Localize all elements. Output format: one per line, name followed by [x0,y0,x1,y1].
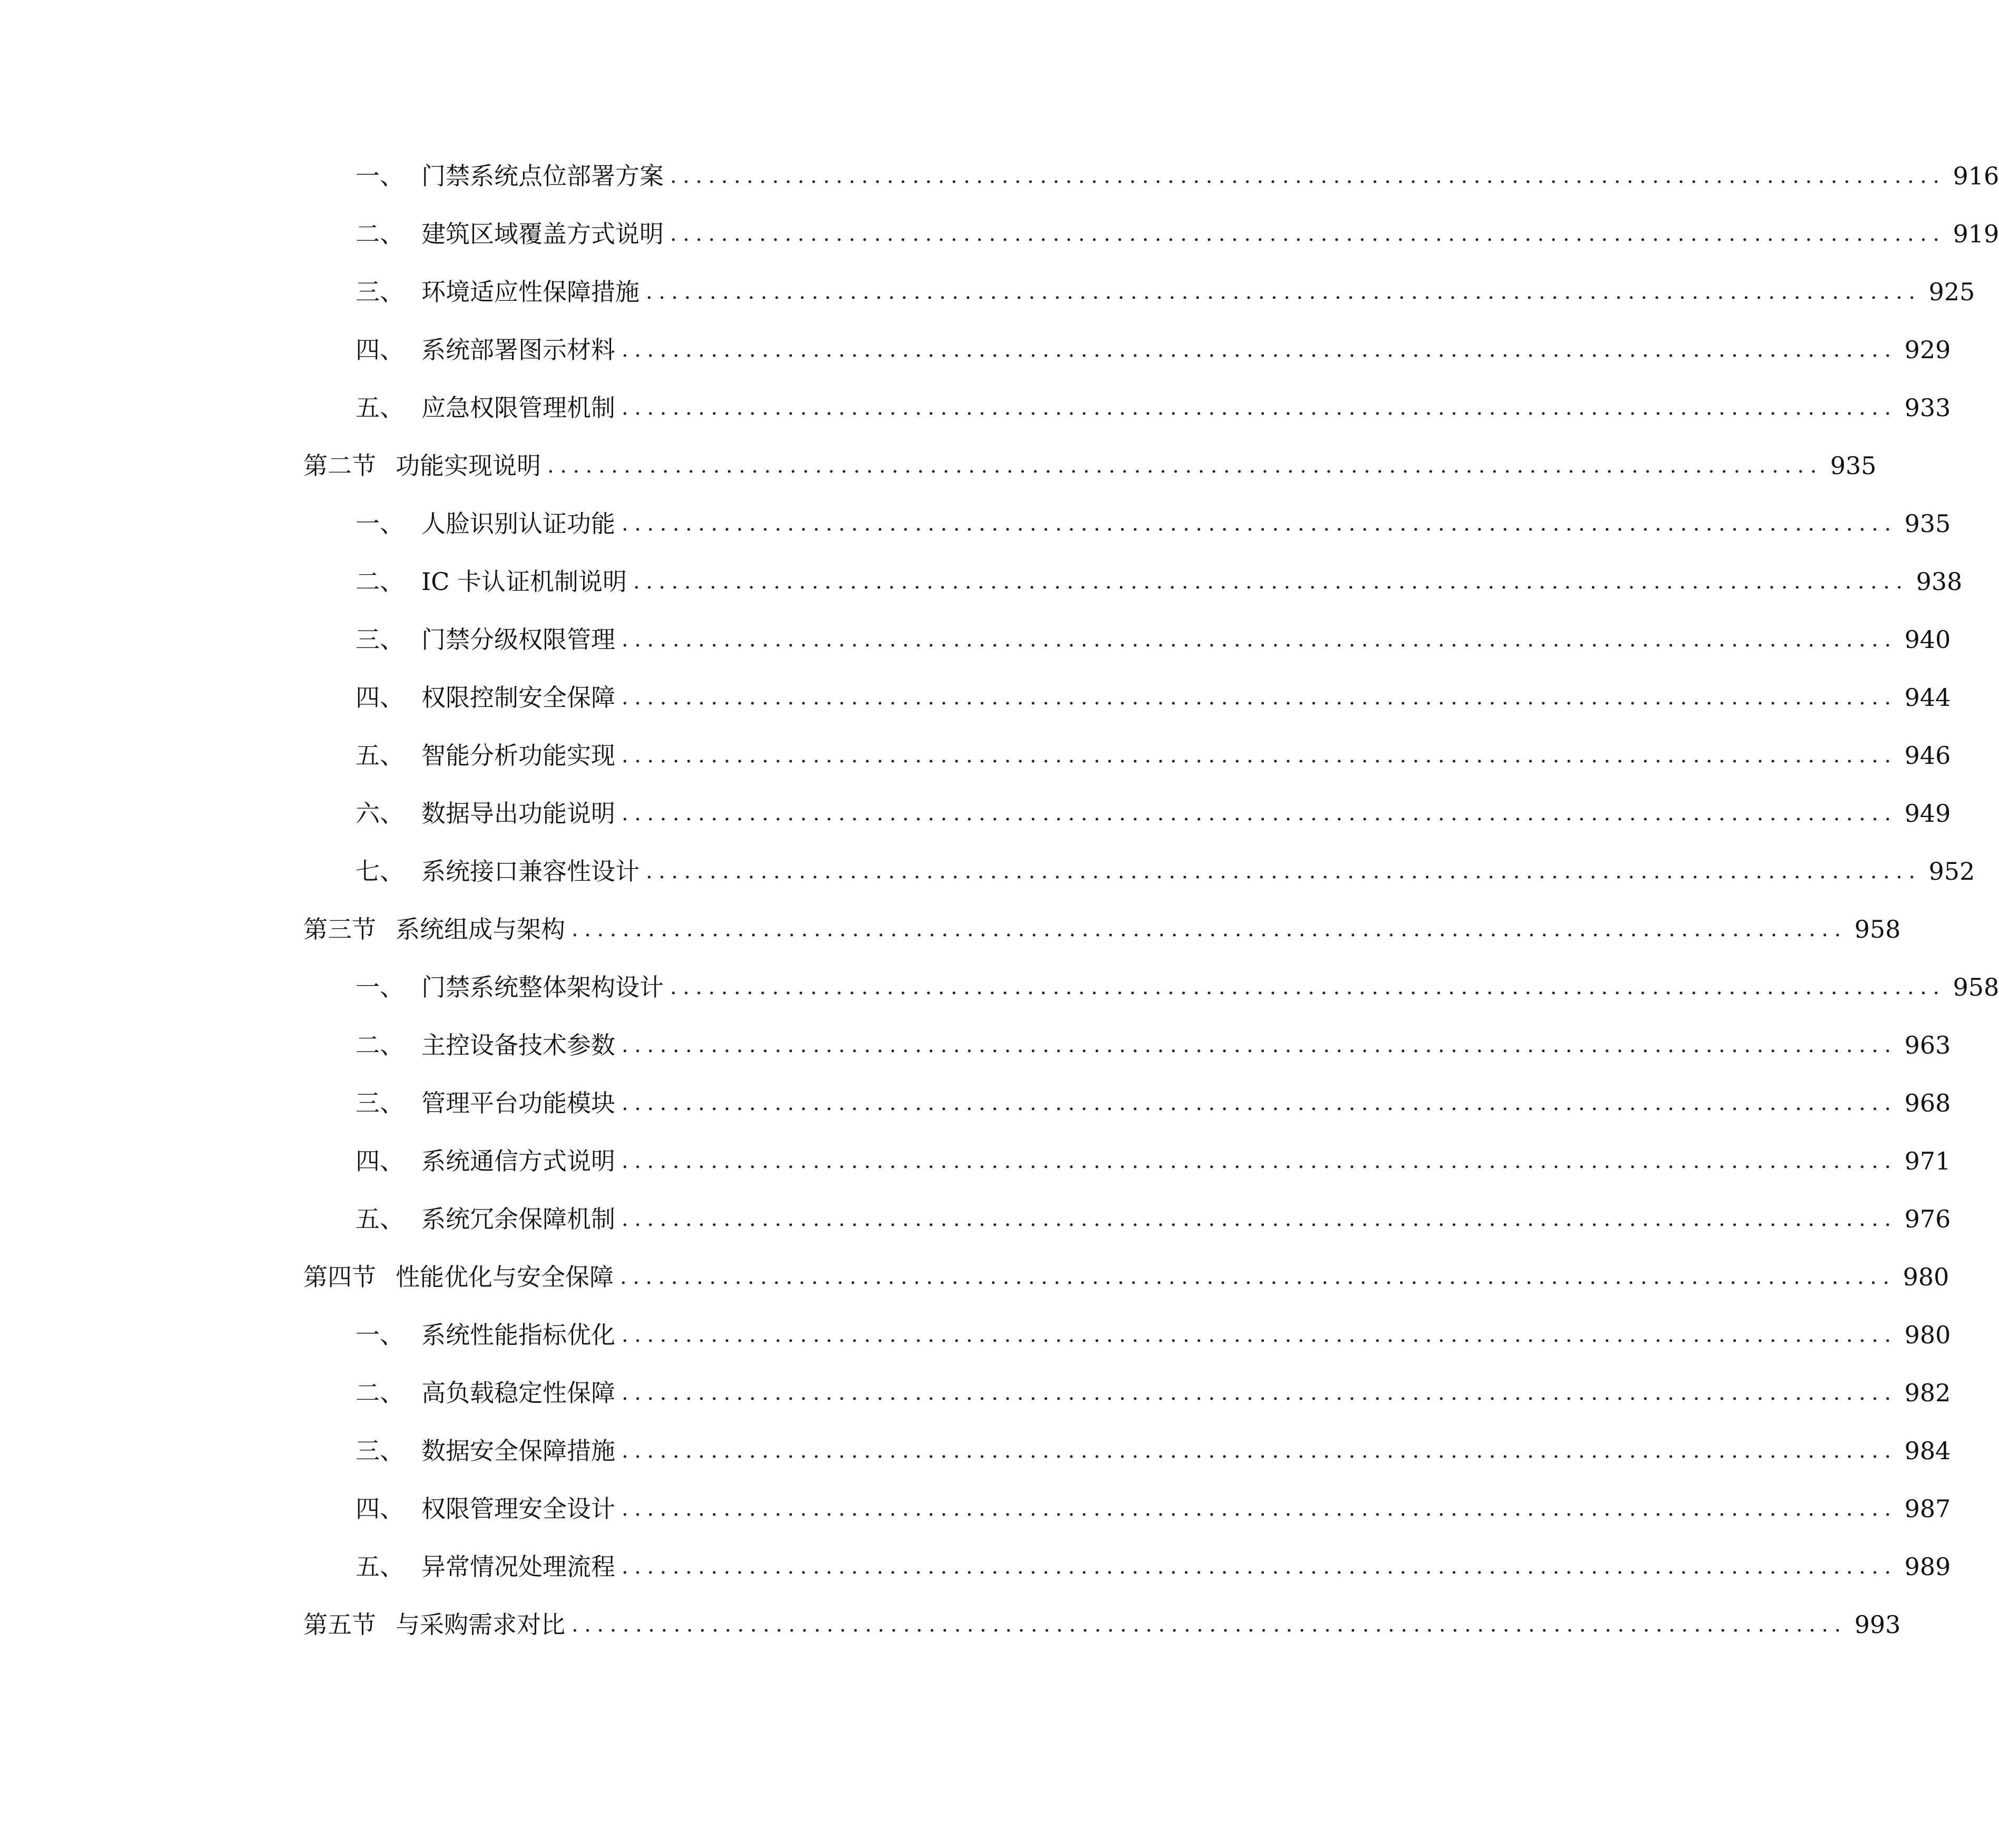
toc-entry-page: 925 [1928,278,1975,306]
toc-entry-title: 门禁分级权限管理 [421,625,615,654]
toc-entry-page: 949 [1904,799,1951,828]
dot-leader: .................................................................................................... [670,164,1946,188]
dot-leader: .................................................................................................... [670,975,1946,999]
dot-leader: .................................................................................................... [622,1381,1897,1405]
toc-entry-number: 五、 [356,394,404,422]
toc-entry[interactable] [0,502,1951,560]
toc-entry-title: 环境适应性保障措施 [421,278,639,306]
toc-entry-title: 权限管理安全设计 [421,1495,615,1523]
toc-entry-number: 二、 [356,1379,404,1407]
toc-entry-number: 四、 [356,1147,404,1175]
toc-entry-page: 989 [1904,1552,1951,1581]
dot-leader: .................................................................................................... [572,917,1847,941]
dot-leader: .................................................................................................... [622,1555,1897,1579]
toc-entry-number: 一、 [356,162,404,190]
toc-entry-page: 993 [1854,1610,1901,1639]
toc-entry[interactable] [0,850,1975,908]
toc-entry-title: 人脸识别认证功能 [421,509,615,538]
toc-entry-number: 四、 [356,336,404,364]
toc-entry-page: 980 [1904,1321,1951,1349]
toc-entry-number: 五、 [356,741,404,770]
toc-entry-page: 946 [1904,741,1951,770]
toc-entry-number: 一、 [356,1321,404,1349]
toc-entry-title: IC 卡认证机制说明 [421,567,627,596]
toc-entry[interactable] [0,270,1975,328]
toc-entry-page: 982 [1904,1379,1951,1407]
dot-leader: .................................................................................................... [670,222,1946,246]
toc-entry-number: 第四节 [303,1263,376,1291]
toc-entry-page: 984 [1904,1437,1951,1465]
dot-leader: .................................................................................................... [633,569,1909,594]
toc-entry[interactable] [0,676,1951,734]
toc-entry-page: 916 [1953,162,1999,190]
toc-entry[interactable] [0,966,1999,1024]
toc-entry-title: 系统冗余保障机制 [421,1205,615,1233]
toc-entry-page: 929 [1904,336,1951,364]
toc-entry-page: 919 [1953,220,1999,248]
toc-entry-title: 数据导出功能说明 [421,799,615,828]
toc-entry-number: 四、 [356,683,404,712]
toc-entry[interactable] [0,1255,1949,1313]
toc-entry[interactable] [0,1487,1951,1545]
toc-entry-title: 权限控制安全保障 [421,683,615,712]
toc-entry-page: 935 [1830,451,1877,480]
toc-entry[interactable] [0,154,1999,212]
toc-entry-page: 980 [1903,1263,1949,1291]
dot-leader: .................................................................................................... [622,801,1897,825]
dot-leader: .................................................................................................... [622,743,1897,768]
dot-leader: .................................................................................................... [622,1323,1897,1347]
dot-leader: .................................................................................................... [622,1091,1897,1115]
toc-entry-page: 933 [1904,394,1951,422]
toc-entry-page: 940 [1904,625,1951,654]
toc-entry-number: 二、 [356,1031,404,1059]
toc-entry-number: 三、 [356,1089,404,1117]
toc-entry-title: 建筑区域覆盖方式说明 [421,220,664,248]
toc-entry-number: 三、 [356,278,404,306]
toc-entry[interactable] [0,908,1901,966]
dot-leader: .................................................................................................... [622,396,1897,420]
toc-entry-number: 第三节 [303,915,376,943]
toc-entry[interactable] [0,1082,1951,1139]
toc-entry[interactable] [0,1139,1951,1197]
toc-entry-title: 门禁系统点位部署方案 [421,162,664,190]
toc-entry[interactable] [0,792,1951,850]
dot-leader: .................................................................................................... [622,685,1897,710]
toc-entry-page: 935 [1904,509,1951,538]
dot-leader: .................................................................................................... [646,280,1922,304]
toc-entry-number: 六、 [356,799,404,828]
toc-entry[interactable] [0,1603,1901,1661]
toc-entry[interactable] [0,1313,1951,1371]
toc-entry[interactable] [0,1024,1951,1082]
toc-entry-number: 第五节 [303,1610,376,1639]
toc-entry[interactable] [0,212,1999,270]
toc-entry[interactable] [0,1545,1951,1603]
toc-entry-number: 二、 [356,567,404,596]
toc-entry[interactable] [0,1197,1951,1255]
toc-entry[interactable] [0,618,1951,676]
toc-entry-page: 963 [1904,1031,1951,1059]
dot-leader: .................................................................................................... [620,1265,1896,1289]
toc-entry-number: 三、 [356,1437,404,1465]
toc-entry-title: 管理平台功能模块 [421,1089,615,1117]
toc-entry-number: 七、 [356,857,404,886]
dot-leader: .................................................................................................... [622,1497,1897,1521]
toc-entry[interactable] [0,1371,1951,1429]
toc-entry[interactable] [0,734,1951,792]
dot-leader: .................................................................................................... [622,627,1897,652]
toc-entry-title: 功能实现说明 [396,451,541,480]
toc-entry-page: 971 [1904,1147,1951,1175]
toc-entry-number: 五、 [356,1552,404,1581]
toc-entry-title: 高负载稳定性保障 [421,1379,615,1407]
toc-entry-title: 主控设备技术参数 [421,1031,615,1059]
toc-entry-title: 系统性能指标优化 [421,1321,615,1349]
toc-entry-number: 二、 [356,220,404,248]
toc-entry-title: 系统组成与架构 [396,915,565,943]
toc-entry[interactable] [0,386,1951,444]
toc-entry-number: 一、 [356,509,404,538]
toc-entry-page: 968 [1904,1089,1951,1117]
toc-entry-title: 系统通信方式说明 [421,1147,615,1175]
toc-entry-title: 智能分析功能实现 [421,741,615,770]
toc-entry-page: 958 [1854,915,1901,943]
toc-entry-title: 应急权限管理机制 [421,394,615,422]
dot-leader: .................................................................................................... [572,1613,1847,1637]
toc-entry[interactable] [0,444,1877,502]
toc-entry-page: 944 [1904,683,1951,712]
toc-entry-page: 976 [1904,1205,1951,1233]
toc-entry-number: 五、 [356,1205,404,1233]
dot-leader: .................................................................................................... [622,1207,1897,1231]
toc-entry-title: 系统接口兼容性设计 [421,857,639,886]
toc-entry-page: 987 [1904,1495,1951,1523]
dot-leader: .................................................................................................... [622,1149,1897,1173]
toc-entry[interactable] [0,1429,1951,1487]
table-of-contents [0,154,1999,1661]
toc-entry-page: 958 [1953,973,1999,1001]
toc-entry-title: 与采购需求对比 [396,1610,565,1639]
toc-entry[interactable] [0,328,1951,386]
dot-leader: .................................................................................................... [547,454,1823,478]
toc-entry-number: 四、 [356,1495,404,1523]
dot-leader: .................................................................................................... [622,512,1897,536]
dot-leader: .................................................................................................... [622,1033,1897,1057]
toc-entry-title: 异常情况处理流程 [421,1552,615,1581]
toc-entry-title: 系统部署图示材料 [421,336,615,364]
toc-entry-title: 门禁系统整体架构设计 [421,973,664,1001]
dot-leader: .................................................................................................... [646,859,1922,883]
toc-entry-number: 第二节 [303,451,376,480]
toc-entry-number: 三、 [356,625,404,654]
toc-entry-page: 938 [1916,567,1963,596]
dot-leader: .................................................................................................... [622,338,1897,362]
dot-leader: .................................................................................................... [622,1439,1897,1463]
toc-entry-title: 数据安全保障措施 [421,1437,615,1465]
toc-entry-page: 952 [1928,857,1975,886]
toc-entry-number: 一、 [356,973,404,1001]
toc-entry-title: 性能优化与安全保障 [396,1263,614,1291]
toc-entry[interactable] [0,560,1963,618]
